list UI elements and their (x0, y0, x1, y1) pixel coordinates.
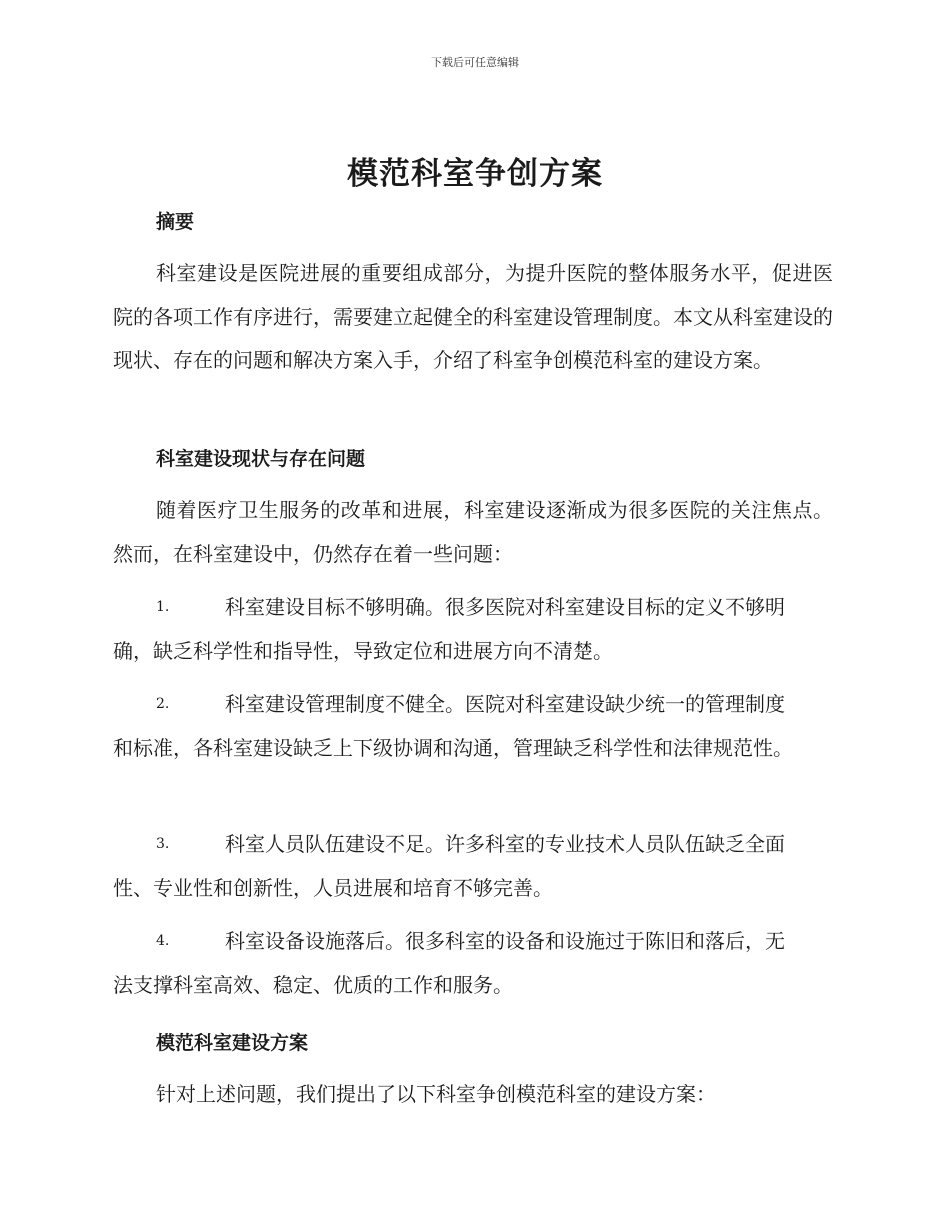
section-heading-current-status: 科室建设现状与存在问题 (156, 448, 366, 470)
section-heading-model-plan: 模范科室建设方案 (156, 1032, 309, 1054)
page-header-note: 下载后可任意编辑 (431, 56, 519, 69)
issue-item-3 (113, 823, 833, 910)
issue-number: 4. (156, 933, 170, 949)
issue-text-first-line: 科室人员队伍建设不足。许多科室的专业技术人员队伍缺乏全面 (225, 832, 785, 856)
section-plan-intro-paragraph: 针对上述问题，我们提出了以下科室争创模范科室的建设方案： (156, 1082, 716, 1106)
issue-number: 3. (156, 836, 170, 852)
issue-item-1 (113, 586, 833, 673)
issue-text-first-line: 科室建设目标不够明确。很多医院对科室建设目标的定义不够明 (225, 595, 785, 619)
issue-item-2 (113, 683, 833, 770)
issue-item-4 (113, 920, 833, 1007)
issue-text-first-line: 科室设备设施落后。很多科室的设备和设施过于陈旧和落后，无 (225, 929, 785, 953)
section-intro-paragraph: 随着医疗卫生服务的改革和进展，科室建设逐渐成为很多医院的关注焦点。然而，在科室建设中，仍然存在着一些问题： (113, 498, 833, 566)
issue-text-rest: 性、专业性和创新性，人员进展和培育不够完善。 (113, 875, 553, 900)
issue-text-rest: 法支撑科室高效、稳定、优质的工作和服务。 (113, 972, 513, 997)
issue-text-rest: 确，缺乏科学性和指导性，导致定位和进展方向不清楚。 (113, 638, 613, 663)
issue-text-rest: 和标准，各科室建设缺乏上下级协调和沟通，管理缺乏科学性和法律规范性。 (113, 735, 793, 760)
issue-number: 1. (156, 599, 170, 615)
document-title: 模范科室争创方案 (347, 156, 603, 192)
abstract-heading: 摘要 (156, 211, 195, 233)
abstract-paragraph: 科室建设是医院进展的重要组成部分，为提升医院的整体服务水平，促进医院的各项工作有序进行，需要建立起健全的科室建设管理制度。本文从科室建设的现状、存在的问题和解决方案入手，介绍了科室争创模范科室的建设方案。 (113, 261, 833, 372)
issue-number: 2. (156, 696, 170, 712)
issue-text-first-line: 科室建设管理制度不健全。医院对科室建设缺少统一的管理制度 (225, 692, 785, 716)
